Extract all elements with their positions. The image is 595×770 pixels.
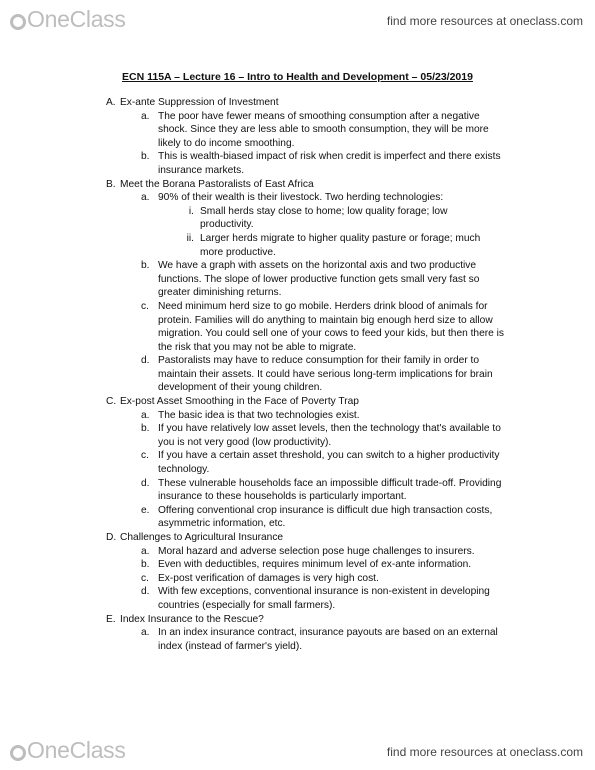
list-item bbox=[0, 626, 595, 653]
section-heading-text: Index Insurance to the Rescue? bbox=[120, 613, 264, 625]
list-item bbox=[0, 191, 595, 205]
item-text: This is wealth-biased impact of risk when credit is imperfect and there exists insurance markets. bbox=[158, 151, 501, 176]
item-marker: d. bbox=[141, 355, 150, 367]
item-text: If you have a certain asset threshold, you can switch to a higher productivity technology. bbox=[158, 450, 500, 476]
item-text: Offering conventional crop insurance is difficult due high transaction costs, asymmetric information, etc. bbox=[158, 504, 493, 530]
list-item bbox=[0, 422, 595, 449]
logo-ring-icon bbox=[10, 745, 26, 761]
section-marker: E. bbox=[106, 613, 116, 625]
item-text: With few exceptions, conventional insurance is non-existent in developing countries (especially for small farmers). bbox=[158, 586, 490, 611]
item-marker: c. bbox=[141, 572, 149, 584]
section-heading bbox=[0, 531, 595, 545]
item-text: The basic idea is that two technologies exist. bbox=[158, 409, 360, 421]
item-marker: d. bbox=[141, 586, 150, 598]
list-item bbox=[0, 545, 595, 559]
sub-item-text: Small herds stay close to home; low quality forage; low productivity. bbox=[200, 205, 448, 231]
sub-item-text: Larger herds migrate to higher quality pasture or forage; much more productive. bbox=[200, 232, 481, 258]
section-heading-text: Ex-ante Suppression of Investment bbox=[120, 97, 279, 108]
list-item bbox=[0, 585, 595, 612]
item-text: If you have relatively low asset levels, then the technology that's available to you is not very good (low productivity). bbox=[158, 423, 501, 448]
item-marker: b. bbox=[141, 151, 150, 163]
section-heading bbox=[0, 613, 595, 627]
item-marker: e. bbox=[141, 504, 150, 516]
item-text: Ex-post verification of damages is very high cost. bbox=[158, 572, 379, 584]
list-item bbox=[0, 300, 595, 354]
oneclass-logo-top[interactable] bbox=[10, 6, 126, 33]
promo-link-bottom[interactable]: find more resources at oneclass.com bbox=[386, 745, 583, 759]
item-marker: d. bbox=[141, 477, 150, 489]
sub-list-item bbox=[0, 205, 595, 232]
section-heading bbox=[0, 96, 595, 110]
section-marker: B. bbox=[106, 178, 116, 190]
logo-ring-icon bbox=[10, 14, 26, 30]
item-marker: b. bbox=[141, 260, 150, 272]
section-heading bbox=[0, 395, 595, 409]
section-marker: D. bbox=[106, 532, 117, 543]
item-text: Pastoralists may have to reduce consumption for their family in order to maintain their assets. It could have serious long-term implications for brain development of their young children. bbox=[158, 355, 493, 394]
list-item bbox=[0, 354, 595, 395]
item-marker: a. bbox=[141, 110, 150, 122]
item-marker: a. bbox=[141, 627, 150, 639]
document-title: ECN 115A – Lecture 16 – Intro to Health and Development – 05/23/2019 bbox=[122, 71, 473, 83]
item-text: We have a graph with assets on the horizontal axis and two productive functions. The slope of lower productive function gets small very fast so greater diminishing returns. bbox=[158, 260, 480, 299]
item-text: The poor have fewer means of smoothing consumption after a negative shock. Since they are less able to smooth consumption, they will be more likely to do income smoothing. bbox=[158, 110, 489, 149]
sub-item-marker: i. bbox=[188, 205, 194, 217]
section-heading-text: Ex-post Asset Smoothing in the Face of Poverty Trap bbox=[120, 396, 359, 408]
list-item bbox=[0, 477, 595, 504]
item-marker: b. bbox=[141, 559, 150, 571]
item-marker: c. bbox=[141, 450, 149, 462]
list-item bbox=[0, 504, 595, 531]
item-marker: a. bbox=[141, 409, 150, 421]
list-item bbox=[0, 572, 595, 586]
list-item bbox=[0, 150, 595, 177]
list-item bbox=[0, 259, 595, 300]
item-text: Need minimum herd size to go mobile. Herders drink blood of animals for protein. Families will do anything to maintain big enough herd size to allow migration. You could sell one of your cows to feed your kids, but then there is the risk that you may not be able to migrate. bbox=[158, 300, 505, 353]
item-text: 90% of their wealth is their livestock. Two herding technologies: bbox=[158, 192, 444, 204]
list-item bbox=[0, 449, 595, 476]
list-item bbox=[0, 409, 595, 423]
section-marker: A. bbox=[106, 97, 116, 108]
item-text: Even with deductibles, requires minimum level of ex-ante information. bbox=[158, 559, 472, 571]
item-marker: a. bbox=[141, 192, 150, 204]
section-heading-text: Challenges to Agricultural Insurance bbox=[120, 532, 284, 543]
list-item bbox=[0, 110, 595, 151]
item-text: In an index insurance contract, insurance payouts are based on an external index (instead of farmer's yield). bbox=[158, 627, 498, 652]
item-marker: a. bbox=[141, 545, 150, 557]
sub-item-marker: ii. bbox=[186, 232, 194, 244]
logo-text: OneClass bbox=[27, 6, 126, 32]
item-text: Moral hazard and adverse selection pose huge challenges to insurers. bbox=[158, 545, 475, 557]
promo-link-top[interactable]: find more resources at oneclass.com bbox=[386, 14, 583, 28]
logo-text: OneClass bbox=[27, 737, 126, 763]
item-marker: b. bbox=[141, 423, 150, 435]
item-text: These vulnerable households face an impossible difficult trade-off. Providing insurance to these households is particularly important. bbox=[158, 477, 502, 503]
document-body bbox=[0, 96, 595, 653]
sub-list-item bbox=[0, 232, 595, 259]
list-item bbox=[0, 558, 595, 572]
item-marker: c. bbox=[141, 300, 149, 312]
section-marker: C. bbox=[106, 396, 117, 408]
section-heading bbox=[0, 178, 595, 192]
section-heading-text: Meet the Borana Pastoralists of East Africa bbox=[120, 178, 314, 190]
oneclass-logo-bottom[interactable] bbox=[10, 737, 126, 764]
